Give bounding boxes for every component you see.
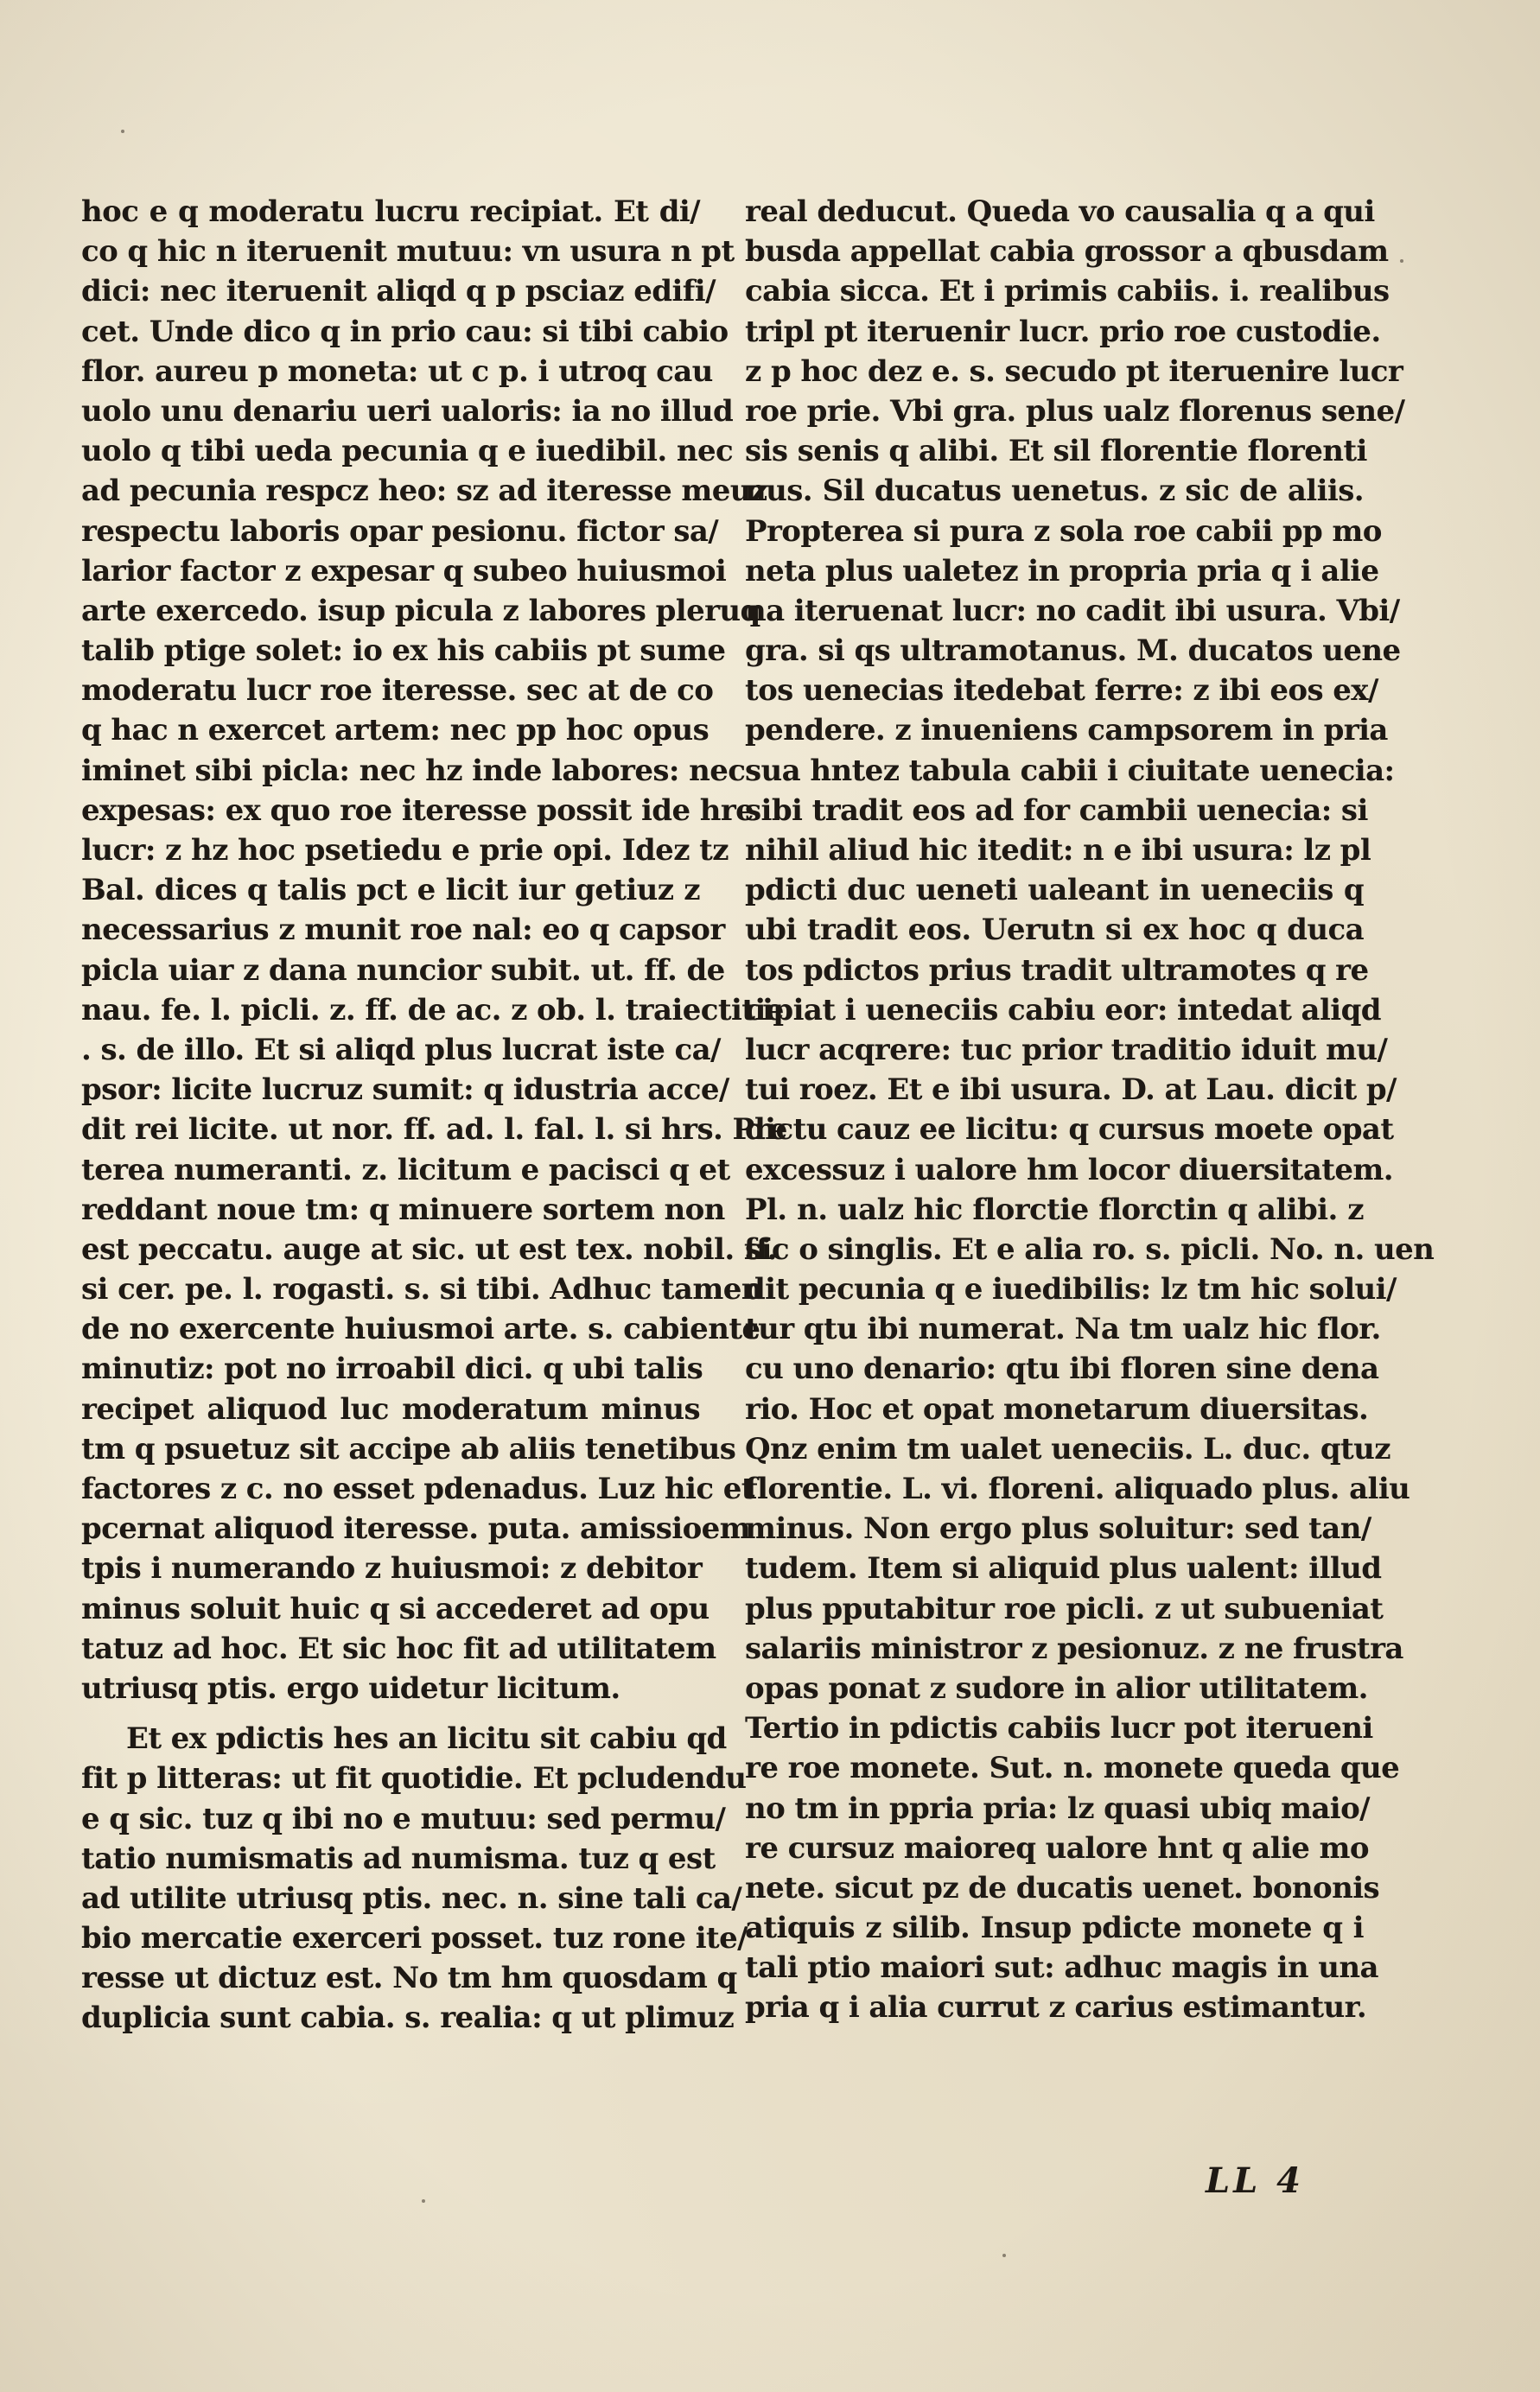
text-line: gra. si qs ultramotanus. M. ducatos uene xyxy=(745,633,1401,669)
text-line: sis senis q alibi. Et sil florentie florenti xyxy=(745,434,1367,469)
text-line: reddant noue tm: q minuere sortem non xyxy=(81,1192,725,1227)
text-line: respectu laboris opar pesionu. fictor sa/ xyxy=(81,513,719,549)
text-line: Bal. dices q talis pct e licit iur getiuz z xyxy=(81,873,700,908)
text-line: cet. Unde dico q in prio cau: si tibi cabio xyxy=(81,314,729,349)
signature-mark: LL 4 xyxy=(1206,2160,1305,2201)
text-line: larior factor z expesar q subeo huiusmoi xyxy=(81,553,727,588)
paper-speck xyxy=(422,2199,425,2203)
text-line: z p hoc dez e. s. secudo pt iteruenire lucr xyxy=(745,353,1403,389)
text-line: tripl pt iteruenir lucr. prio roe custodie. xyxy=(745,314,1381,349)
text-line: talib ptige solet: io ex his cabiis pt sume xyxy=(81,633,726,669)
text-line: q hac n exercet artem: nec pp hoc opus xyxy=(81,713,710,748)
text-line: Qnz enim tm ualet ueneciis. L. duc. qtuz xyxy=(745,1431,1390,1466)
text-line: ad utilite utriusq ptis. nec. n. sine tali ca/ xyxy=(81,1880,742,1916)
text-line: arte exercedo. isup picula z labores pleruq xyxy=(81,593,760,628)
text-line: atiquis z silib. Insup pdicte monete q i xyxy=(745,1911,1364,1946)
text-line: tos uenecias itedebat ferre: z ibi eos ex/ xyxy=(745,673,1378,709)
text-line: roe prie. Vbi gra. plus ualz florenus sene/ xyxy=(745,393,1405,429)
text-line: tui roez. Et e ibi usura. D. at Lau. dicit p/ xyxy=(745,1072,1397,1108)
text-line: minus soluit huic q si accederet ad opu xyxy=(81,1591,710,1626)
text-line: nihil aliud hic itedit: n e ibi usura: lz pl xyxy=(745,833,1371,868)
text-line: re roe monete. Sut. n. monete queda que xyxy=(745,1751,1400,1786)
text-line: lucr acqrere: tuc prior traditio iduit mu/ xyxy=(745,1032,1388,1067)
text-line: sibi tradit eos ad for cambii uenecia: si xyxy=(745,792,1368,828)
text-line: expesas: ex quo roe iteresse possit ide hre xyxy=(81,792,754,828)
text-line: recipet aliquod luc moderatum minus xyxy=(81,1391,700,1427)
text-line: uolo unu denariu ueri ualoris: ia no illud xyxy=(81,393,734,429)
text-line: nus. Sil ducatus uenetus. z sic de aliis. xyxy=(745,474,1364,509)
text-line: . s. de illo. Et si aliqd plus lucrat iste ca/ xyxy=(81,1032,721,1067)
text-line: ad pecunia respcz heo: sz ad iteresse meuz xyxy=(81,474,767,509)
text-line: flor. aureu p moneta: ut c p. i utroq cau xyxy=(81,353,713,389)
text-line: florentie. L. vi. floreni. aliquado plus. aliu xyxy=(745,1472,1410,1506)
text-line: busda appellat cabia grossor a qbusdam xyxy=(745,234,1389,270)
text-line: cabia sicca. Et i primis cabiis. i. realibus xyxy=(745,274,1390,309)
text-line: rio. Hoc et opat monetarum diuersitas. xyxy=(745,1391,1369,1427)
text-line: co q hic n iteruenit mutuu: vn usura n pt xyxy=(81,234,735,270)
text-line: moderatu lucr roe iteresse. sec at de co xyxy=(81,673,714,709)
text-line: cu uno denario: qtu ibi floren sine dena xyxy=(745,1352,1379,1387)
text-line: sua hntez tabula cabii i ciuitate uenecia: xyxy=(745,753,1395,788)
text-line: ubi tradit eos. Uerutn si ex hoc q duca xyxy=(745,913,1364,948)
text-line: pcernat aliquod iteresse. puta. amissioem xyxy=(81,1511,751,1547)
text-line: dici: nec iteruenit aliqd q p psciaz edifi/ xyxy=(81,274,716,309)
text-line: lucr: z hz hoc psetiedu e prie opi. Idez tz xyxy=(81,833,729,868)
text-line: real deducut. Queda vo causalia q a qui xyxy=(745,194,1375,229)
paragraph-gap xyxy=(81,1708,700,1719)
text-line: Propterea si pura z sola roe cabii pp mo xyxy=(745,513,1382,549)
text-line: Et ex pdictis hes an licitu sit cabiu qd xyxy=(126,1721,727,1757)
right-text-column xyxy=(745,192,1435,2028)
text-line: tatio numismatis ad numisma. tuz q est xyxy=(81,1841,716,1876)
text-line: iminet sibi picla: nec hz inde labores: nec xyxy=(81,753,746,788)
text-line: minus. Non ergo plus soluitur: sed tan/ xyxy=(745,1511,1371,1547)
paper-speck xyxy=(1002,2254,1006,2257)
text-line: re cursuz maioreq ualore hnt q alie mo xyxy=(745,1830,1369,1866)
text-line: opas ponat z sudore in alior utilitatem. xyxy=(745,1670,1368,1706)
text-line: utriusq ptis. ergo uidetur licitum. xyxy=(81,1670,620,1706)
text-line: cipiat i ueneciis cabiu eor: intedat aliqd xyxy=(745,992,1381,1027)
text-line: pdicti duc ueneti ualeant in ueneciis q xyxy=(745,873,1364,908)
text-line: factores z c. no esset pdenadus. Luz hic et xyxy=(81,1472,754,1506)
text-line: nau. fe. l. picli. z. ff. de ac. z ob. l. traiectitie xyxy=(81,992,784,1027)
text-line: tm q psuetuz sit accipe ab aliis tenetibus xyxy=(81,1431,736,1466)
text-line: terea numeranti. z. licitum e pacisci q et xyxy=(81,1152,730,1187)
text-line: est peccatu. auge at sic. ut est tex. nobil. ff. xyxy=(81,1231,777,1267)
text-line: si cer. pe. l. rogasti. s. si tibi. Adhuc tamen xyxy=(81,1272,762,1307)
text-line: dit pecunia q e iuedibilis: lz tm hic solui/ xyxy=(745,1272,1397,1307)
text-line: tpis i numerando z huiusmoi: z debitor xyxy=(81,1551,703,1587)
text-line: tatuz ad hoc. Et sic hoc fit ad utilitatem xyxy=(81,1631,716,1666)
text-line: nete. sicut pz de ducatis uenet. bononis xyxy=(745,1870,1380,1905)
text-line: Pl. n. ualz hic florctie florctin q alibi. z xyxy=(745,1192,1364,1227)
text-line: neta plus ualetez in propria pria q i alie xyxy=(745,553,1379,588)
text-line: uolo q tibi ueda pecunia q e iuedibil. nec xyxy=(81,434,734,469)
paper-speck xyxy=(1400,259,1403,263)
left-text-column xyxy=(81,192,787,2039)
text-line: na iteruenat lucr: no cadit ibi usura. Vbi/ xyxy=(745,593,1400,628)
text-line: dictu cauz ee licitu: q cursus moete opat xyxy=(745,1112,1394,1148)
text-line: tos pdictos prius tradit ultramotes q re xyxy=(745,952,1369,988)
text-line: minutiz: pot no irroabil dici. q ubi talis xyxy=(81,1352,703,1387)
text-line: resse ut dictuz est. No tm hm quosdam q xyxy=(81,1961,737,1996)
text-line: de no exercente huiusmoi arte. s. cabiente xyxy=(81,1312,760,1347)
text-line: bio mercatie exerceri posset. tuz rone ite/ xyxy=(81,1921,748,1956)
text-line: sic o singlis. Et e alia ro. s. picli. No. n. uen xyxy=(745,1231,1435,1267)
text-line: Tertio in pdictis cabiis lucr pot iterueni xyxy=(745,1711,1373,1746)
text-line: no tm in ppria pria: lz quasi ubiq maio/ xyxy=(745,1791,1371,1826)
text-line: hoc e q moderatu lucru recipiat. Et di/ xyxy=(81,194,700,229)
text-line: tur qtu ibi numerat. Na tm ualz hic flor. xyxy=(745,1312,1381,1347)
text-line: necessarius z munit roe nal: eo q capsor xyxy=(81,913,725,948)
text-line: dit rei licite. ut nor. ff. ad. l. fal. l. si hrs. Pre xyxy=(81,1112,787,1148)
text-line: fit p litteras: ut fit quotidie. Et pcludendu xyxy=(81,1761,747,1797)
text-line: pria q i alia currut z carius estimantur. xyxy=(745,1990,1367,2026)
text-line: excessuz i ualore hm locor diuersitatem. xyxy=(745,1152,1394,1187)
text-line: picla uiar z dana nuncior subit. ut. ff. de xyxy=(81,952,725,988)
text-line: psor: licite lucruz sumit: q idustria acce/ xyxy=(81,1072,729,1108)
text-line: plus pputabitur roe picli. z ut subueniat xyxy=(745,1591,1384,1626)
text-line: duplicia sunt cabia. s. realia: q ut plimuz xyxy=(81,2001,735,2036)
text-line: pendere. z inueniens campsorem in pria xyxy=(745,713,1388,748)
text-line: tali ptio maiori sut: adhuc magis in una xyxy=(745,1950,1378,1986)
text-line: tudem. Item si aliquid plus ualent: illud xyxy=(745,1551,1382,1587)
paper-speck xyxy=(121,130,124,133)
text-line: salariis ministror z pesionuz. z ne frustra xyxy=(745,1631,1403,1666)
text-line: e q sic. tuz q ibi no e mutuu: sed permu/ xyxy=(81,1801,726,1836)
